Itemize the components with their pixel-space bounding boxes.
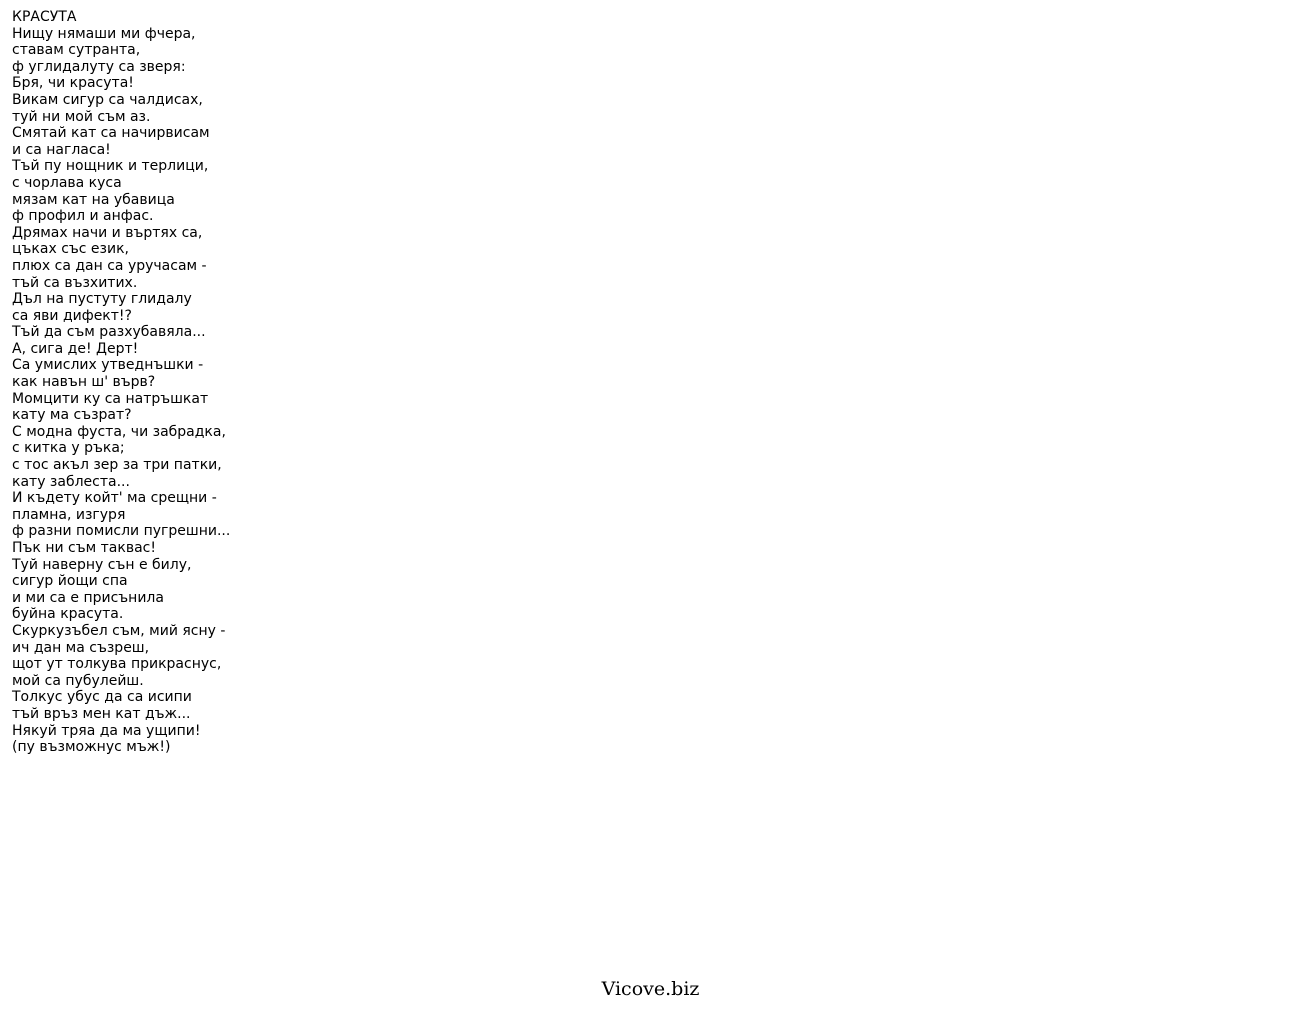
poem-line: сигур йощи спа: [12, 573, 128, 590]
poem-line: А, сига де! Дерт!: [12, 340, 139, 357]
poem-line: са яви дифект!?: [12, 307, 132, 324]
poem-line: ф профил и анфас.: [12, 208, 154, 225]
poem-line: как навън ш' върв?: [12, 374, 156, 391]
poem-line: щот ут толкува прикраснус,: [12, 656, 222, 673]
poem-line: Някуй тряа да ма ущипи!: [12, 722, 201, 739]
poem-line: Смятай кат са начирвисам: [12, 125, 210, 142]
poem-line: и ми са е присънила: [12, 589, 164, 606]
poem-line: Толкус убус да са исипи: [12, 689, 192, 706]
poem-line: ставам сутранта,: [12, 42, 141, 59]
poem-line: Викам сигур са чалдисах,: [12, 91, 203, 108]
poem-line: Туй наверну сън е билу,: [12, 556, 192, 573]
site-footer-label: Vicove.biz: [601, 978, 700, 1000]
poem-line: цъках със език,: [12, 241, 129, 258]
poem-line: (пу възможнус мъж!): [12, 739, 171, 756]
poem-line: С модна фуста, чи забрадка,: [12, 423, 226, 440]
poem-line: мой са пубулейш.: [12, 672, 144, 689]
poem-line: мязам кат на убавица: [12, 191, 175, 208]
poem-title: КРАСУТА: [12, 9, 77, 25]
poem-line: Тъй пу нощник и терлици,: [12, 158, 209, 175]
poem-line: и са нагласа!: [12, 141, 111, 158]
poem-line: ф углидалуту са зверя:: [12, 58, 186, 75]
poem-line: Нищу нямаши ми фчера,: [12, 25, 196, 42]
poem-line: Момцити ку са натръшкат: [12, 390, 209, 407]
poem-line: Пък ни съм таквас!: [12, 540, 156, 556]
poem: [12, 9, 230, 756]
poem-line: с чорлава куса: [12, 174, 122, 191]
poem-line: тъй връз мен кат дъж...: [12, 705, 191, 722]
poem-line: кату заблеста...: [12, 473, 130, 490]
poem-line: ич дан ма съзреш,: [12, 639, 150, 656]
poem-line: Са умислих утведнъшки -: [12, 357, 204, 374]
poem-line: И къдету койт' ма срещни -: [12, 490, 217, 507]
poem-line: плюх са дан са уручасам -: [12, 257, 207, 274]
poem-line: пламна, изгуря: [12, 506, 126, 523]
poem-line: с тос акъл зер за три патки,: [12, 457, 222, 474]
poem-line: Дъл на пустуту глидалу: [12, 291, 192, 308]
poem-line: Скуркузъбел съм, мий ясну -: [12, 622, 226, 639]
poem-line: Дрямах начи и въртях са,: [12, 224, 203, 241]
poem-line: кату ма съзрат?: [12, 407, 132, 424]
poem-line: тъй са възхитих.: [12, 274, 138, 291]
poem-line: Тъй да съм разхубавяла...: [12, 324, 206, 341]
poem-line: Бря, чи красута!: [12, 75, 134, 92]
poem-line: буйна красута.: [12, 606, 124, 623]
poem-line: ф разни помисли пугрешни...: [12, 523, 231, 540]
poem-line: с китка у ръка;: [12, 440, 125, 457]
poem-line: туй ни мой съм аз.: [12, 108, 151, 125]
